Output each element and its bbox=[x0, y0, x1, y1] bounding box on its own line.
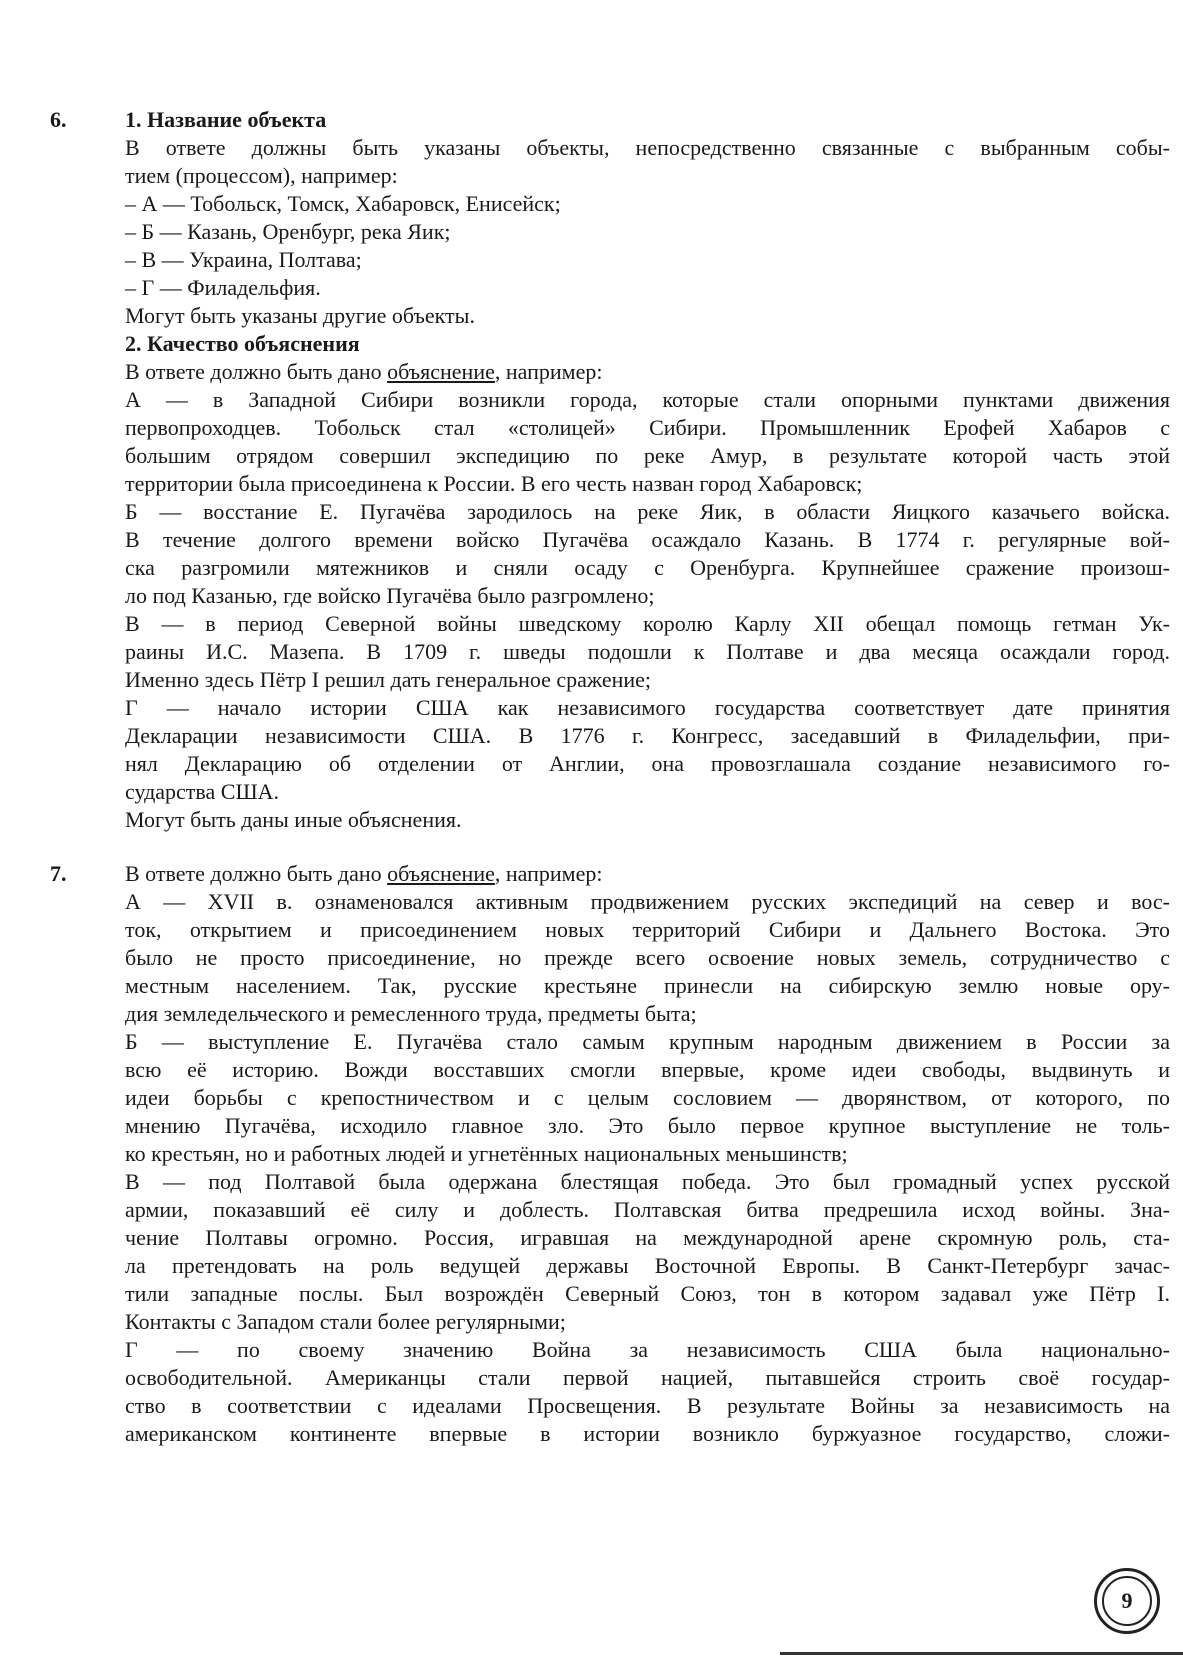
section-6-expl-line-2: большим отрядом совершил экспедицию по реке Амур, в результате которой часть этой bbox=[125, 443, 1170, 468]
section-6-expl-line-15: Могут быть даны иные объяснения. bbox=[125, 807, 462, 832]
section-7-line-18: ство в соответствии с идеалами Просвещения. В результате Войны за независимость на bbox=[125, 1393, 1170, 1418]
section-7-intro bbox=[125, 860, 602, 888]
section-7-line-10: В — под Полтавой была одержана блестящая победа. Это был громадный успех русской bbox=[125, 1169, 1170, 1194]
section-7-line-8: мнению Пугачёва, исходило главное зло. Это было первое крупное выступление не толь- bbox=[125, 1113, 1170, 1138]
section-6-line-3: – Б — Казань, Оренбург, река Яик; bbox=[125, 219, 451, 244]
section-6-expl-line-13: нял Декларацию об отделении от Англии, она провозглашала создание независимого го- bbox=[125, 751, 1170, 776]
section-7-intro-after: , например: bbox=[494, 861, 603, 886]
section-6-intro-after: , например: bbox=[494, 359, 603, 384]
section-6-expl-line-4: Б — восстание Е. Пугачёва зародилось на реке Яик, в области Яицкого казачьего войска. bbox=[125, 499, 1170, 524]
section-7-line-1: ток, открытием и присоединением новых территорий Сибири и Дальнего Востока. Это bbox=[125, 917, 1170, 942]
section-7-line-16: Г — по своему значению Война за независимость США была национально- bbox=[125, 1337, 1170, 1362]
section-7-line-13: ла претендовать на роль ведущей державы Восточной Европы. В Санкт-Петербург зачас- bbox=[125, 1253, 1170, 1278]
section-6-expl-line-6: ска разгромили мятежников и сняли осаду с Оренбурга. Крупнейшее сражение произош- bbox=[125, 555, 1170, 580]
section-6-line-5: – Г — Филадельфия. bbox=[125, 275, 321, 300]
section-7-number: 7. bbox=[50, 861, 67, 886]
section-6-intro-underlined: объяснение bbox=[387, 359, 495, 384]
section-7-line-11: армии, показавший её силу и доблесть. Полтавская битва предрешила исход войны. Зна- bbox=[125, 1197, 1170, 1222]
section-7-line-3: местным населением. Так, русские крестьяне принесли на сибирскую землю новые ору- bbox=[125, 973, 1170, 998]
section-6-intro-before: В ответе должно быть дано bbox=[125, 359, 388, 384]
section-7-intro-before: В ответе должно быть дано bbox=[125, 861, 388, 886]
section-7-line-9: ко крестьян, но и работных людей и угнетённых национальных меньшинств; bbox=[125, 1141, 848, 1166]
section-7-line-12: чение Полтавы огромно. Россия, игравшая на международной арене скромную роль, ста- bbox=[125, 1225, 1170, 1250]
section-6-heading-2: 2. Качество объяснения bbox=[125, 331, 360, 356]
section-6-line-0: В ответе должны быть указаны объекты, непосредственно связанные с выбранным собы- bbox=[125, 135, 1170, 160]
section-7-line-6: всю её историю. Вожди восставших смогли впервые, кроме идеи свободы, выдвинуть и bbox=[125, 1057, 1170, 1082]
bottom-rule bbox=[780, 1652, 1183, 1655]
section-6-expl-line-9: раины И.С. Мазепа. В 1709 г. шведы подошли к Полтаве и два месяца осаждали город. bbox=[125, 639, 1170, 664]
section-7-line-2: было не просто присоединение, но прежде всего освоение новых земель, сотрудничество с bbox=[125, 945, 1170, 970]
section-6-expl-line-0: А — в Западной Сибири возникли города, которые стали опорными пунктами движения bbox=[125, 387, 1170, 412]
section-6-expl-line-10: Именно здесь Пётр I решил дать генеральное сражение; bbox=[125, 667, 652, 692]
section-7-line-0: А — XVII в. ознаменовался активным продвижением русских экспедиций на север и вос- bbox=[125, 889, 1170, 914]
section-7-line-4: дия земледельческого и ремесленного труда, предметы быта; bbox=[125, 1001, 697, 1026]
section-6-expl-line-12: Декларации независимости США. В 1776 г. Конгресс, заседавший в Филадельфии, при- bbox=[125, 723, 1170, 748]
section-6-line-6: Могут быть указаны другие объекты. bbox=[125, 303, 475, 328]
section-6-expl-line-1: первопроходцев. Тобольск стал «столицей» Сибири. Промышленник Ерофей Хабаров с bbox=[125, 415, 1170, 440]
section-6-expl-line-7: ло под Казанью, где войско Пугачёва было разгромлено; bbox=[125, 583, 655, 608]
section-6-line-4: – В — Украина, Полтава; bbox=[125, 247, 362, 272]
section-6-line-1: тием (процессом), например: bbox=[125, 163, 398, 188]
section-6-expl-line-8: В — в период Северной войны шведскому королю Карлу XII обещал помощь гетман Ук- bbox=[125, 611, 1170, 636]
section-7-line-7: идеи борьбы с крепостничеством и с целым сословием — дворянством, от которого, по bbox=[125, 1085, 1170, 1110]
section-7-intro-underlined: объяснение bbox=[387, 861, 495, 886]
section-6-expl-line-5: В течение долгого времени войско Пугачёва осаждало Казань. В 1774 г. регулярные вой- bbox=[125, 527, 1170, 552]
section-7-line-17: освободительной. Американцы стали первой нацией, пытавшейся строить своё государ- bbox=[125, 1365, 1170, 1390]
section-7-line-19: американском континенте впервые в истории возникло буржуазное государство, сложи- bbox=[125, 1421, 1170, 1446]
page-number: 9 bbox=[1102, 1576, 1152, 1626]
section-6-line-2: – А — Тобольск, Томск, Хабаровск, Енисейск; bbox=[125, 191, 561, 216]
section-7-line-5: Б — выступление Е. Пугачёва стало самым крупным народным движением в России за bbox=[125, 1029, 1170, 1054]
section-6-expl-line-11: Г — начало истории США как независимого государства соответствует дате принятия bbox=[125, 695, 1170, 720]
section-6-intro bbox=[125, 358, 602, 386]
section-6-number: 6. bbox=[50, 107, 67, 132]
section-7-line-14: тили западные послы. Был возрождён Северный Союз, тон в котором задавал уже Пётр I. bbox=[125, 1281, 1170, 1306]
section-6-expl-line-14: сударства США. bbox=[125, 779, 280, 804]
section-6-expl-line-3: территории была присоединена к России. В его честь назван город Хабаровск; bbox=[125, 471, 863, 496]
section-6-heading-1: 1. Название объекта bbox=[125, 107, 327, 132]
section-7-line-15: Контакты с Западом стали более регулярными; bbox=[125, 1309, 566, 1334]
page-number-badge bbox=[1094, 1568, 1160, 1634]
